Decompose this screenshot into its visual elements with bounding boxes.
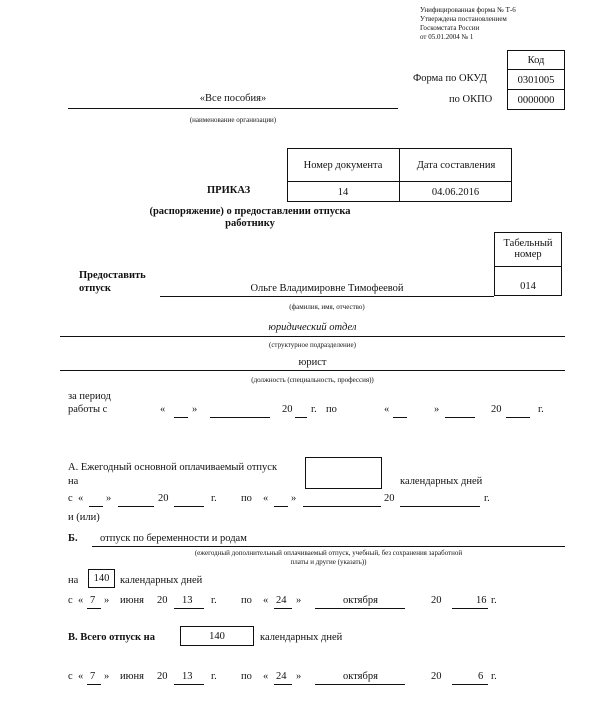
section-b-letter: Б. (68, 533, 78, 544)
employee-name-caption: (фамилия, имя, отчество) (289, 303, 365, 311)
organization-name: «Все пособия» (199, 93, 267, 104)
period-label: за период (68, 391, 111, 402)
section-b-days-label: календарных дней (120, 575, 203, 586)
header-note-line: от 05.01.2004 № 1 (420, 33, 474, 41)
grant-label-2: отпуск (79, 283, 111, 294)
section-v-to-month: октября (343, 671, 378, 682)
organization-caption: (наименование организации) (189, 116, 277, 124)
grant-label: Предоставить (79, 270, 146, 281)
section-b-to-day: 24 (276, 595, 287, 606)
okud-code: 0301005 (517, 74, 555, 86)
section-v-to-day: 24 (276, 671, 287, 682)
codes-title: Код (527, 54, 545, 66)
section-a-label-2: на (68, 476, 79, 487)
period-label-2: работы с (68, 404, 108, 415)
section-v-from-day: 7 (90, 671, 96, 682)
section-v-from-year: 13 (182, 671, 193, 682)
position-caption: (должность (специальность, профессия)) (251, 376, 374, 384)
section-b-to-month: октября (343, 595, 378, 606)
section-b-from-day: 7 (90, 595, 96, 606)
section-a-days-label: календарных дней (400, 476, 483, 487)
or-label: и (или) (68, 512, 100, 523)
document-title: ПРИКАЗ (207, 185, 251, 196)
form-header-note (420, 6, 516, 42)
position: юрист (298, 357, 327, 368)
document-number-header: Номер документа (303, 160, 383, 171)
section-b-type: отпуск по беременности и родам (100, 533, 247, 544)
document-date-header: Дата составления (416, 160, 496, 171)
document-subtitle: (распоряжение) о предоставлении отпуска (149, 206, 351, 217)
section-v-label: В. Всего отпуск на (68, 632, 155, 643)
section-b-from-year: 13 (182, 595, 193, 606)
department-caption: (структурное подразделение) (268, 341, 356, 349)
okpo-label: по ОКПО (449, 94, 493, 105)
section-v-from-month: июня (120, 671, 144, 682)
employee-name: Ольге Владимировне Тимофеевой (250, 283, 404, 294)
section-b-to-year: 16 (476, 595, 487, 606)
department: юридический отдел (268, 322, 357, 333)
section-b-from-month: июня (120, 595, 144, 606)
tab-number: 014 (520, 281, 536, 292)
section-a-days-box (305, 457, 382, 489)
okpo-code: 0000000 (517, 94, 555, 106)
document-number: 14 (337, 186, 349, 198)
document-date: 04.06.2016 (431, 186, 480, 198)
section-b-days: 140 (93, 573, 110, 584)
header-note-line: Унифицированная форма № Т-6 (420, 6, 516, 14)
section-v-to-year: 6 (478, 671, 484, 682)
section-b-caption-2: платы и другие (указать)) (290, 558, 367, 566)
document-subtitle-2: работнику (225, 218, 275, 229)
header-note-line: Утверждена постановлением (420, 15, 507, 23)
section-v-days: 140 (209, 630, 225, 642)
header-note-line: Госкомстата России (420, 24, 480, 32)
section-b-caption: (ежегодный дополнительный оплачиваемый отпуск, учебный, без сохранения заработной (194, 549, 463, 557)
section-a-label: А. Ежегодный основной оплачиваемый отпуск (68, 462, 278, 473)
tab-number-header: Табельный номер (503, 238, 553, 260)
form-t6-page: Унифицированная форма № Т-6 Утверждена постановлением Госкомстата России от 05.01.2004 № 1 Код 0301005 0000000 Форма по ОКУД по ОКПО «Все пособия» (наименование организации) Номер документа Дата составления 14 04.06.2016 ПРИКАЗ (распоряжение) о предоставлении отпуска работнику Табельный номер 014 Предоставить отпуск Ольге Владимировне Тимофеевой (фамилия, имя, отчество) юридический отдел (структурное подразделение) юрист (должность (специальность, профессия)) за период работы с « » 20 г. по « » 20 г. А. Ежегодный основной оплачиваемый отпуск на календарных дней с « » 20 г. по « » 20 г. и (или) Б. отпуск по беременности и родам (ежегодный дополнительный оплачиваемый отпуск, учебный, без сохранения заработной платы и другие (указать)) на 140 календарных дней с « 7 » июня 20 13 г. по « 24 » октября 20 16 г. В. Всего отпуск на 140 календарных дней с « 7 » июня 20 13 г. по « 24 » октября 20 6 г. (0, 0, 600, 709)
section-v-days-label: календарных дней (260, 632, 343, 643)
okud-label: Форма по ОКУД (413, 73, 487, 84)
